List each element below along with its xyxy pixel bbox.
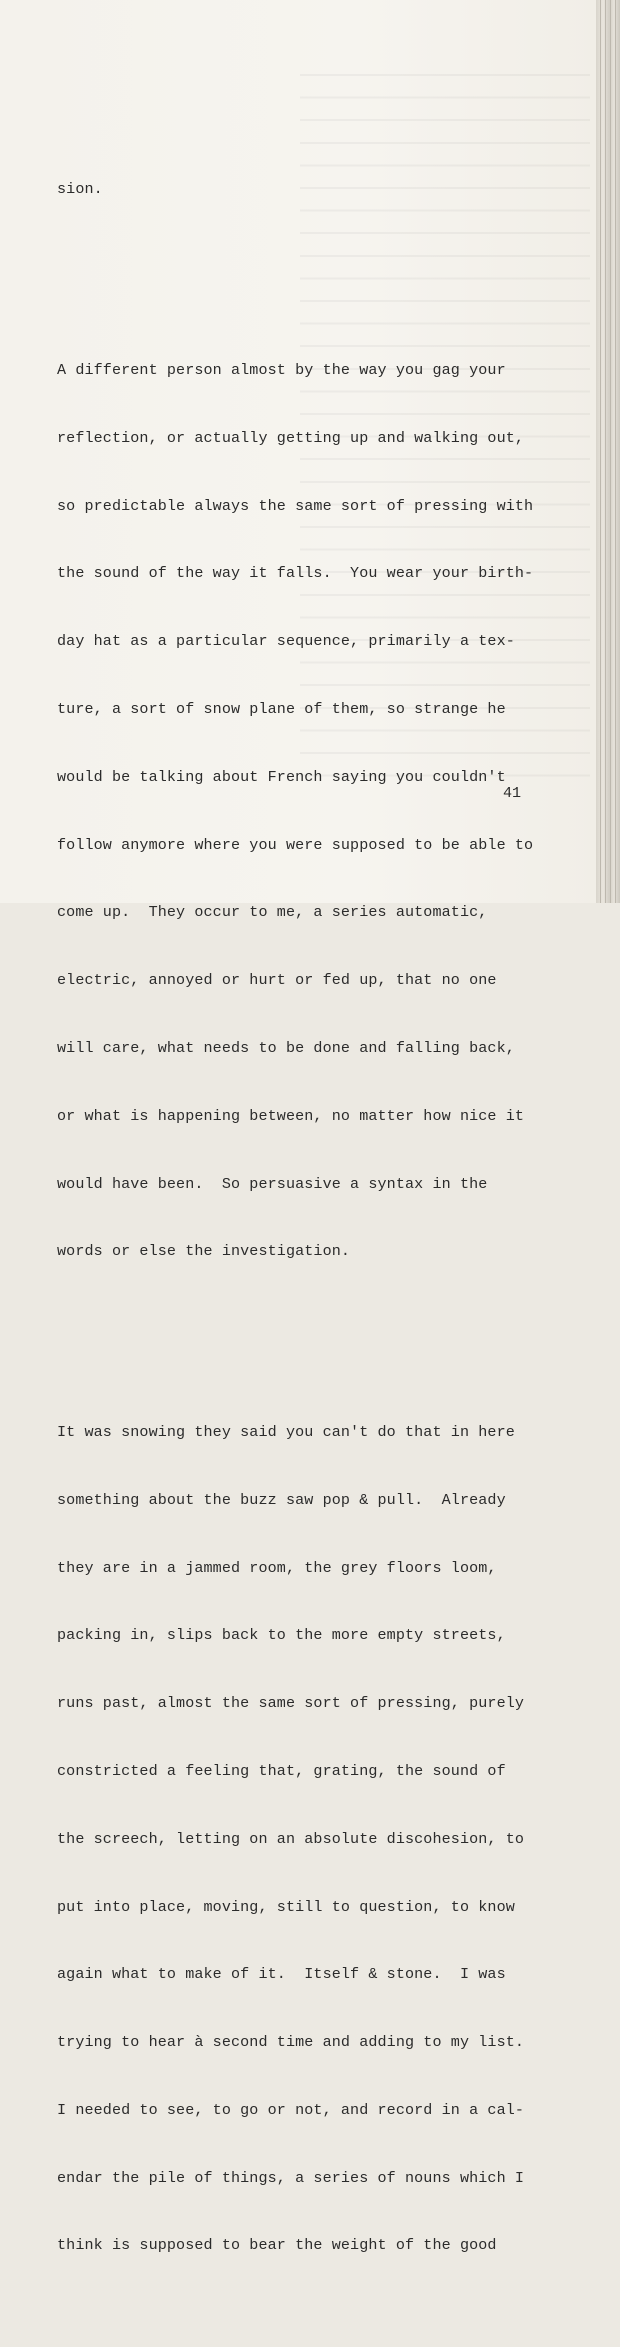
text-line: words or else the investigation.: [57, 1242, 351, 1261]
text-line: It was snowing they said you can't do that in here: [57, 1423, 515, 1442]
text-line: the screech, letting on an absolute discohesion, to: [57, 1829, 525, 1848]
text-line: think is supposed to bear the weight of the good: [57, 2236, 497, 2255]
text-line: day hat as a particular sequence, primarily a tex-: [57, 632, 515, 651]
text-line: sion.: [57, 180, 103, 199]
text-line: constricted a feeling that, grating, the sound of: [57, 1761, 506, 1780]
text-line: come up. They occur to me, a series automatic,: [57, 903, 488, 922]
text-line: will care, what needs to be done and falling back,: [57, 1038, 515, 1057]
text-line: so predictable always the same sort of pressing with: [57, 496, 534, 515]
text-line: reflection, or actually getting up and walking out,: [57, 428, 525, 447]
text-line: endar the pile of things, a series of nouns which I: [57, 2168, 525, 2187]
page-number: 41: [503, 784, 522, 802]
text-line: they are in a jammed room, the grey floors loom,: [57, 1558, 497, 1577]
text-line: again what to make of it. Itself & stone. I was: [57, 1965, 506, 1984]
text-line: would be talking about French saying you couldn't: [57, 767, 506, 786]
text-line: or what is happening between, no matter how nice it: [57, 1106, 525, 1125]
paragraph-3: [57, 1376, 537, 2302]
text-line: packing in, slips back to the more empty streets,: [57, 1626, 506, 1645]
text-line: the sound of the way it falls. You wear your birth-: [57, 564, 534, 583]
text-line: follow anymore where you were supposed to be able to: [57, 835, 534, 854]
text-line: runs past, almost the same sort of pressing, purely: [57, 1694, 525, 1713]
text-line: something about the buzz saw pop & pull. Already: [57, 1490, 506, 1509]
text-line: electric, annoyed or hurt or fed up, that no one: [57, 971, 497, 990]
paragraph-1: [57, 133, 537, 246]
text-line: put into place, moving, still to question, to know: [57, 1897, 515, 1916]
body-text: [57, 88, 537, 2347]
text-line: I needed to see, to go or not, and record in a cal-: [57, 2100, 525, 2119]
text-line: ture, a sort of snow plane of them, so strange he: [57, 700, 506, 719]
text-line: trying to hear à second time and adding to my list.: [57, 2033, 525, 2052]
text-line: A different person almost by the way you gag your: [57, 361, 506, 380]
page-stack-edge: [596, 0, 620, 903]
text-line: would have been. So persuasive a syntax in the: [57, 1174, 488, 1193]
paragraph-2: [57, 314, 537, 1308]
